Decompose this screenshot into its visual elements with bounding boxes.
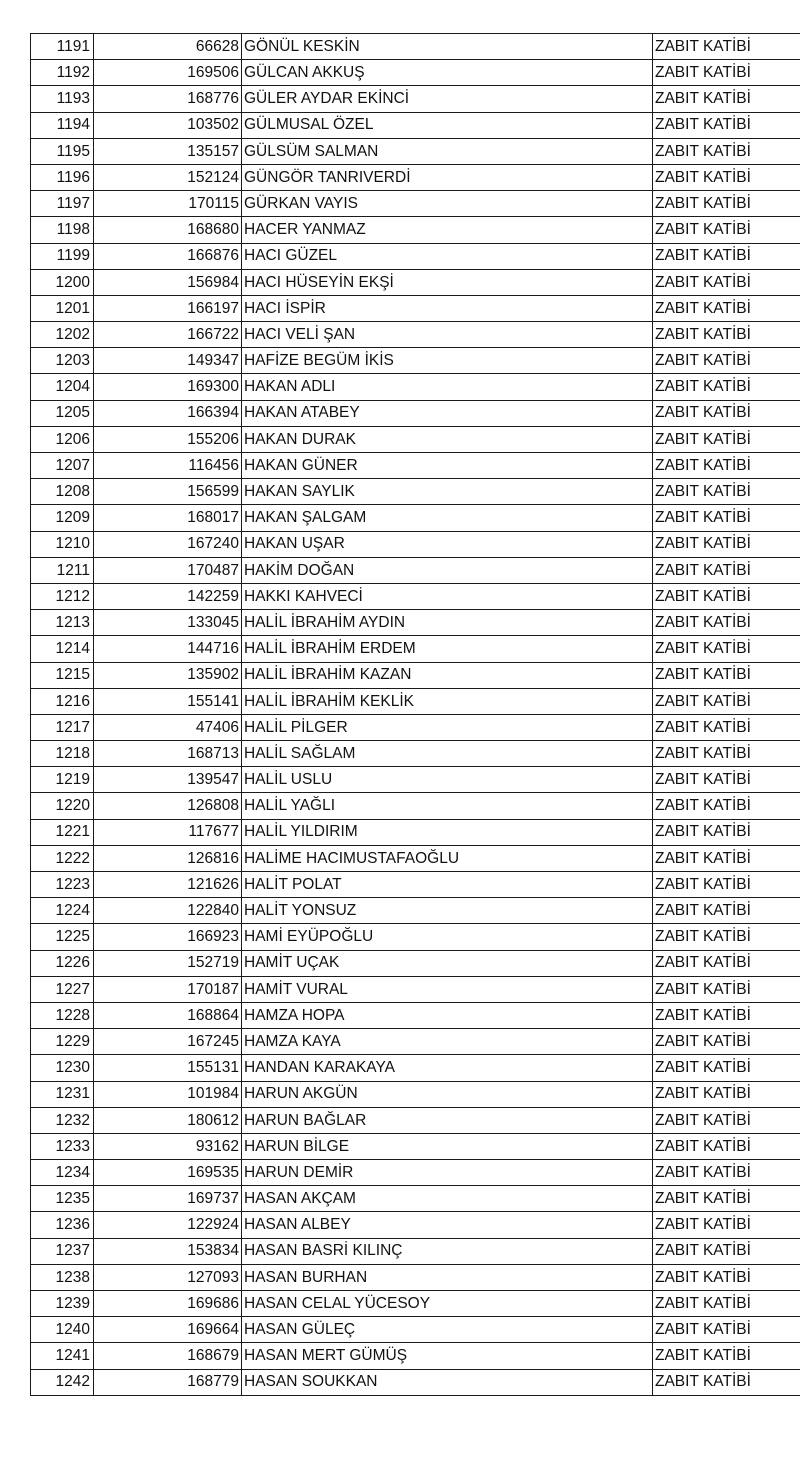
registry-number-cell: 133045 xyxy=(94,610,242,636)
full-name-cell: GÜLMUSAL ÖZEL xyxy=(242,112,653,138)
registry-number-cell: 169737 xyxy=(94,1186,242,1212)
position-title-cell: ZABIT KATİBİ xyxy=(653,112,800,138)
full-name-cell: HAMZA KAYA xyxy=(242,1029,653,1055)
position-title-cell: ZABIT KATİBİ xyxy=(653,374,800,400)
position-title-cell: ZABIT KATİBİ xyxy=(653,322,800,348)
table-row xyxy=(31,348,800,374)
table-row xyxy=(31,374,800,400)
position-title-cell: ZABIT KATİBİ xyxy=(653,1238,800,1264)
table-row xyxy=(31,531,800,557)
registry-number-cell: 168680 xyxy=(94,217,242,243)
registry-number-cell: 152719 xyxy=(94,950,242,976)
registry-number-cell: 135902 xyxy=(94,662,242,688)
registry-number-cell: 135157 xyxy=(94,138,242,164)
position-title-cell: ZABIT KATİBİ xyxy=(653,767,800,793)
registry-number-cell: 169664 xyxy=(94,1317,242,1343)
table-row xyxy=(31,583,800,609)
row-number-cell: 1197 xyxy=(31,191,94,217)
row-number-cell: 1191 xyxy=(31,34,94,60)
row-number-cell: 1204 xyxy=(31,374,94,400)
full-name-cell: HALİL PİLGER xyxy=(242,714,653,740)
table-row xyxy=(31,688,800,714)
row-number-cell: 1221 xyxy=(31,819,94,845)
position-title-cell: ZABIT KATİBİ xyxy=(653,191,800,217)
full-name-cell: HARUN AKGÜN xyxy=(242,1081,653,1107)
table-row xyxy=(31,243,800,269)
table-row xyxy=(31,1160,800,1186)
row-number-cell: 1195 xyxy=(31,138,94,164)
table-row xyxy=(31,1029,800,1055)
position-title-cell: ZABIT KATİBİ xyxy=(653,1291,800,1317)
registry-number-cell: 168713 xyxy=(94,741,242,767)
row-number-cell: 1218 xyxy=(31,741,94,767)
registry-number-cell: 126816 xyxy=(94,845,242,871)
position-title-cell: ZABIT KATİBİ xyxy=(653,688,800,714)
table-row xyxy=(31,1081,800,1107)
full-name-cell: HAKAN UŞAR xyxy=(242,531,653,557)
table-row xyxy=(31,924,800,950)
table-row xyxy=(31,845,800,871)
full-name-cell: HASAN BASRİ KILINÇ xyxy=(242,1238,653,1264)
full-name-cell: HAMZA HOPA xyxy=(242,1002,653,1028)
position-title-cell: ZABIT KATİBİ xyxy=(653,400,800,426)
registry-number-cell: 127093 xyxy=(94,1264,242,1290)
registry-number-cell: 167240 xyxy=(94,531,242,557)
row-number-cell: 1211 xyxy=(31,557,94,583)
row-number-cell: 1230 xyxy=(31,1055,94,1081)
position-title-cell: ZABIT KATİBİ xyxy=(653,714,800,740)
row-number-cell: 1202 xyxy=(31,322,94,348)
table-row xyxy=(31,610,800,636)
table-row xyxy=(31,976,800,1002)
full-name-cell: HAMİT VURAL xyxy=(242,976,653,1002)
table-row xyxy=(31,86,800,112)
table-row xyxy=(31,1133,800,1159)
registry-number-cell: 122924 xyxy=(94,1212,242,1238)
position-title-cell: ZABIT KATİBİ xyxy=(653,610,800,636)
table-row xyxy=(31,1107,800,1133)
registry-number-cell: 169506 xyxy=(94,60,242,86)
full-name-cell: HALİL SAĞLAM xyxy=(242,741,653,767)
position-title-cell: ZABIT KATİBİ xyxy=(653,898,800,924)
position-title-cell: ZABIT KATİBİ xyxy=(653,872,800,898)
table-row xyxy=(31,1343,800,1369)
registry-number-cell: 152124 xyxy=(94,164,242,190)
table-row xyxy=(31,112,800,138)
position-title-cell: ZABIT KATİBİ xyxy=(653,479,800,505)
full-name-cell: GÜNGÖR TANRIVERDİ xyxy=(242,164,653,190)
registry-number-cell: 93162 xyxy=(94,1133,242,1159)
row-number-cell: 1210 xyxy=(31,531,94,557)
position-title-cell: ZABIT KATİBİ xyxy=(653,164,800,190)
position-title-cell: ZABIT KATİBİ xyxy=(653,924,800,950)
table-row xyxy=(31,1055,800,1081)
row-number-cell: 1208 xyxy=(31,479,94,505)
full-name-cell: HASAN ALBEY xyxy=(242,1212,653,1238)
registry-number-cell: 168776 xyxy=(94,86,242,112)
full-name-cell: HAKAN ATABEY xyxy=(242,400,653,426)
registry-number-cell: 47406 xyxy=(94,714,242,740)
full-name-cell: GÜLCAN AKKUŞ xyxy=(242,60,653,86)
full-name-cell: HACI GÜZEL xyxy=(242,243,653,269)
registry-number-cell: 116456 xyxy=(94,453,242,479)
registry-number-cell: 169686 xyxy=(94,1291,242,1317)
full-name-cell: HASAN GÜLEÇ xyxy=(242,1317,653,1343)
registry-number-cell: 155131 xyxy=(94,1055,242,1081)
row-number-cell: 1200 xyxy=(31,269,94,295)
row-number-cell: 1237 xyxy=(31,1238,94,1264)
registry-number-cell: 121626 xyxy=(94,872,242,898)
row-number-cell: 1214 xyxy=(31,636,94,662)
full-name-cell: HACI HÜSEYİN EKŞİ xyxy=(242,269,653,295)
row-number-cell: 1236 xyxy=(31,1212,94,1238)
row-number-cell: 1213 xyxy=(31,610,94,636)
registry-number-cell: 122840 xyxy=(94,898,242,924)
full-name-cell: HASAN SOUKKAN xyxy=(242,1369,653,1395)
full-name-cell: HASAN CELAL YÜCESOY xyxy=(242,1291,653,1317)
row-number-cell: 1207 xyxy=(31,453,94,479)
registry-number-cell: 117677 xyxy=(94,819,242,845)
registry-number-cell: 139547 xyxy=(94,767,242,793)
row-number-cell: 1233 xyxy=(31,1133,94,1159)
position-title-cell: ZABIT KATİBİ xyxy=(653,1343,800,1369)
registry-number-cell: 155141 xyxy=(94,688,242,714)
full-name-cell: HASAN MERT GÜMÜŞ xyxy=(242,1343,653,1369)
row-number-cell: 1201 xyxy=(31,295,94,321)
table-row xyxy=(31,1291,800,1317)
table-row xyxy=(31,793,800,819)
row-number-cell: 1203 xyxy=(31,348,94,374)
table-row xyxy=(31,1002,800,1028)
row-number-cell: 1223 xyxy=(31,872,94,898)
position-title-cell: ZABIT KATİBİ xyxy=(653,1107,800,1133)
row-number-cell: 1220 xyxy=(31,793,94,819)
table-row xyxy=(31,872,800,898)
position-title-cell: ZABIT KATİBİ xyxy=(653,976,800,1002)
row-number-cell: 1217 xyxy=(31,714,94,740)
table-row xyxy=(31,557,800,583)
position-title-cell: ZABIT KATİBİ xyxy=(653,1264,800,1290)
registry-number-cell: 153834 xyxy=(94,1238,242,1264)
registry-number-cell: 142259 xyxy=(94,583,242,609)
full-name-cell: HARUN DEMİR xyxy=(242,1160,653,1186)
table-row xyxy=(31,164,800,190)
row-number-cell: 1194 xyxy=(31,112,94,138)
position-title-cell: ZABIT KATİBİ xyxy=(653,1133,800,1159)
row-number-cell: 1240 xyxy=(31,1317,94,1343)
personnel-table xyxy=(30,33,800,1396)
full-name-cell: HAKAN ŞALGAM xyxy=(242,505,653,531)
full-name-cell: HAKİM DOĞAN xyxy=(242,557,653,583)
full-name-cell: HALİL İBRAHİM KAZAN xyxy=(242,662,653,688)
table-row xyxy=(31,1212,800,1238)
table-row xyxy=(31,191,800,217)
full-name-cell: HARUN BAĞLAR xyxy=(242,1107,653,1133)
full-name-cell: HALİL USLU xyxy=(242,767,653,793)
registry-number-cell: 149347 xyxy=(94,348,242,374)
registry-number-cell: 166394 xyxy=(94,400,242,426)
full-name-cell: HAMİT UÇAK xyxy=(242,950,653,976)
position-title-cell: ZABIT KATİBİ xyxy=(653,505,800,531)
full-name-cell: HAMİ EYÜPOĞLU xyxy=(242,924,653,950)
table-row xyxy=(31,322,800,348)
position-title-cell: ZABIT KATİBİ xyxy=(653,34,800,60)
row-number-cell: 1219 xyxy=(31,767,94,793)
registry-number-cell: 66628 xyxy=(94,34,242,60)
table-row xyxy=(31,453,800,479)
row-number-cell: 1193 xyxy=(31,86,94,112)
full-name-cell: HALİL İBRAHİM AYDIN xyxy=(242,610,653,636)
position-title-cell: ZABIT KATİBİ xyxy=(653,636,800,662)
registry-number-cell: 180612 xyxy=(94,1107,242,1133)
row-number-cell: 1228 xyxy=(31,1002,94,1028)
registry-number-cell: 168679 xyxy=(94,1343,242,1369)
row-number-cell: 1224 xyxy=(31,898,94,924)
registry-number-cell: 170187 xyxy=(94,976,242,1002)
row-number-cell: 1196 xyxy=(31,164,94,190)
registry-number-cell: 166876 xyxy=(94,243,242,269)
table-row xyxy=(31,767,800,793)
table-row xyxy=(31,505,800,531)
registry-number-cell: 166923 xyxy=(94,924,242,950)
position-title-cell: ZABIT KATİBİ xyxy=(653,86,800,112)
position-title-cell: ZABIT KATİBİ xyxy=(653,819,800,845)
table-row xyxy=(31,898,800,924)
position-title-cell: ZABIT KATİBİ xyxy=(653,1186,800,1212)
registry-number-cell: 101984 xyxy=(94,1081,242,1107)
full-name-cell: HASAN BURHAN xyxy=(242,1264,653,1290)
full-name-cell: HALİL YILDIRIM xyxy=(242,819,653,845)
position-title-cell: ZABIT KATİBİ xyxy=(653,662,800,688)
row-number-cell: 1234 xyxy=(31,1160,94,1186)
position-title-cell: ZABIT KATİBİ xyxy=(653,583,800,609)
row-number-cell: 1198 xyxy=(31,217,94,243)
full-name-cell: HAFİZE BEGÜM İKİS xyxy=(242,348,653,374)
registry-number-cell: 103502 xyxy=(94,112,242,138)
registry-number-cell: 144716 xyxy=(94,636,242,662)
table-row xyxy=(31,34,800,60)
full-name-cell: HALİL İBRAHİM ERDEM xyxy=(242,636,653,662)
full-name-cell: HALİL YAĞLI xyxy=(242,793,653,819)
full-name-cell: HALİME HACIMUSTAFAOĞLU xyxy=(242,845,653,871)
table-row xyxy=(31,426,800,452)
table-row xyxy=(31,714,800,740)
row-number-cell: 1235 xyxy=(31,1186,94,1212)
registry-number-cell: 169300 xyxy=(94,374,242,400)
position-title-cell: ZABIT KATİBİ xyxy=(653,217,800,243)
table-row xyxy=(31,400,800,426)
table-row xyxy=(31,138,800,164)
position-title-cell: ZABIT KATİBİ xyxy=(653,845,800,871)
row-number-cell: 1215 xyxy=(31,662,94,688)
registry-number-cell: 168017 xyxy=(94,505,242,531)
row-number-cell: 1241 xyxy=(31,1343,94,1369)
table-row xyxy=(31,295,800,321)
position-title-cell: ZABIT KATİBİ xyxy=(653,1369,800,1395)
row-number-cell: 1206 xyxy=(31,426,94,452)
row-number-cell: 1192 xyxy=(31,60,94,86)
row-number-cell: 1205 xyxy=(31,400,94,426)
full-name-cell: HALİL İBRAHİM KEKLİK xyxy=(242,688,653,714)
document-page xyxy=(30,33,800,1396)
position-title-cell: ZABIT KATİBİ xyxy=(653,295,800,321)
position-title-cell: ZABIT KATİBİ xyxy=(653,243,800,269)
table-row xyxy=(31,741,800,767)
row-number-cell: 1222 xyxy=(31,845,94,871)
full-name-cell: HAKAN GÜNER xyxy=(242,453,653,479)
position-title-cell: ZABIT KATİBİ xyxy=(653,950,800,976)
registry-number-cell: 170487 xyxy=(94,557,242,583)
table-row xyxy=(31,217,800,243)
position-title-cell: ZABIT KATİBİ xyxy=(653,138,800,164)
full-name-cell: HAKAN DURAK xyxy=(242,426,653,452)
position-title-cell: ZABIT KATİBİ xyxy=(653,348,800,374)
full-name-cell: HACI VELİ ŞAN xyxy=(242,322,653,348)
full-name-cell: HAKAN ADLI xyxy=(242,374,653,400)
table-row xyxy=(31,1238,800,1264)
full-name-cell: GÜLER AYDAR EKİNCİ xyxy=(242,86,653,112)
full-name-cell: GÜRKAN VAYIS xyxy=(242,191,653,217)
position-title-cell: ZABIT KATİBİ xyxy=(653,1002,800,1028)
row-number-cell: 1231 xyxy=(31,1081,94,1107)
table-row xyxy=(31,269,800,295)
full-name-cell: HARUN BİLGE xyxy=(242,1133,653,1159)
registry-number-cell: 155206 xyxy=(94,426,242,452)
position-title-cell: ZABIT KATİBİ xyxy=(653,1081,800,1107)
table-row xyxy=(31,1264,800,1290)
table-body xyxy=(31,34,800,1396)
position-title-cell: ZABIT KATİBİ xyxy=(653,1160,800,1186)
position-title-cell: ZABIT KATİBİ xyxy=(653,60,800,86)
row-number-cell: 1199 xyxy=(31,243,94,269)
position-title-cell: ZABIT KATİBİ xyxy=(653,557,800,583)
row-number-cell: 1242 xyxy=(31,1369,94,1395)
position-title-cell: ZABIT KATİBİ xyxy=(653,269,800,295)
table-row xyxy=(31,950,800,976)
registry-number-cell: 166197 xyxy=(94,295,242,321)
position-title-cell: ZABIT KATİBİ xyxy=(653,741,800,767)
row-number-cell: 1232 xyxy=(31,1107,94,1133)
position-title-cell: ZABIT KATİBİ xyxy=(653,453,800,479)
row-number-cell: 1238 xyxy=(31,1264,94,1290)
position-title-cell: ZABIT KATİBİ xyxy=(653,1029,800,1055)
registry-number-cell: 167245 xyxy=(94,1029,242,1055)
table-row xyxy=(31,60,800,86)
row-number-cell: 1229 xyxy=(31,1029,94,1055)
registry-number-cell: 126808 xyxy=(94,793,242,819)
position-title-cell: ZABIT KATİBİ xyxy=(653,1317,800,1343)
full-name-cell: HAKKI KAHVECİ xyxy=(242,583,653,609)
row-number-cell: 1209 xyxy=(31,505,94,531)
registry-number-cell: 168779 xyxy=(94,1369,242,1395)
full-name-cell: HANDAN KARAKAYA xyxy=(242,1055,653,1081)
full-name-cell: HALİT POLAT xyxy=(242,872,653,898)
full-name-cell: HASAN AKÇAM xyxy=(242,1186,653,1212)
position-title-cell: ZABIT KATİBİ xyxy=(653,793,800,819)
full-name-cell: GÜLSÜM SALMAN xyxy=(242,138,653,164)
full-name-cell: HACER YANMAZ xyxy=(242,217,653,243)
full-name-cell: HALİT YONSUZ xyxy=(242,898,653,924)
table-row xyxy=(31,636,800,662)
row-number-cell: 1227 xyxy=(31,976,94,1002)
table-row xyxy=(31,1317,800,1343)
full-name-cell: HACI İSPİR xyxy=(242,295,653,321)
registry-number-cell: 168864 xyxy=(94,1002,242,1028)
table-row xyxy=(31,1369,800,1395)
row-number-cell: 1226 xyxy=(31,950,94,976)
table-row xyxy=(31,479,800,505)
registry-number-cell: 169535 xyxy=(94,1160,242,1186)
table-row xyxy=(31,662,800,688)
table-row xyxy=(31,819,800,845)
full-name-cell: HAKAN SAYLIK xyxy=(242,479,653,505)
position-title-cell: ZABIT KATİBİ xyxy=(653,1212,800,1238)
row-number-cell: 1216 xyxy=(31,688,94,714)
row-number-cell: 1212 xyxy=(31,583,94,609)
position-title-cell: ZABIT KATİBİ xyxy=(653,426,800,452)
position-title-cell: ZABIT KATİBİ xyxy=(653,1055,800,1081)
registry-number-cell: 156599 xyxy=(94,479,242,505)
registry-number-cell: 170115 xyxy=(94,191,242,217)
position-title-cell: ZABIT KATİBİ xyxy=(653,531,800,557)
table-row xyxy=(31,1186,800,1212)
row-number-cell: 1239 xyxy=(31,1291,94,1317)
registry-number-cell: 166722 xyxy=(94,322,242,348)
registry-number-cell: 156984 xyxy=(94,269,242,295)
row-number-cell: 1225 xyxy=(31,924,94,950)
full-name-cell: GÖNÜL KESKİN xyxy=(242,34,653,60)
